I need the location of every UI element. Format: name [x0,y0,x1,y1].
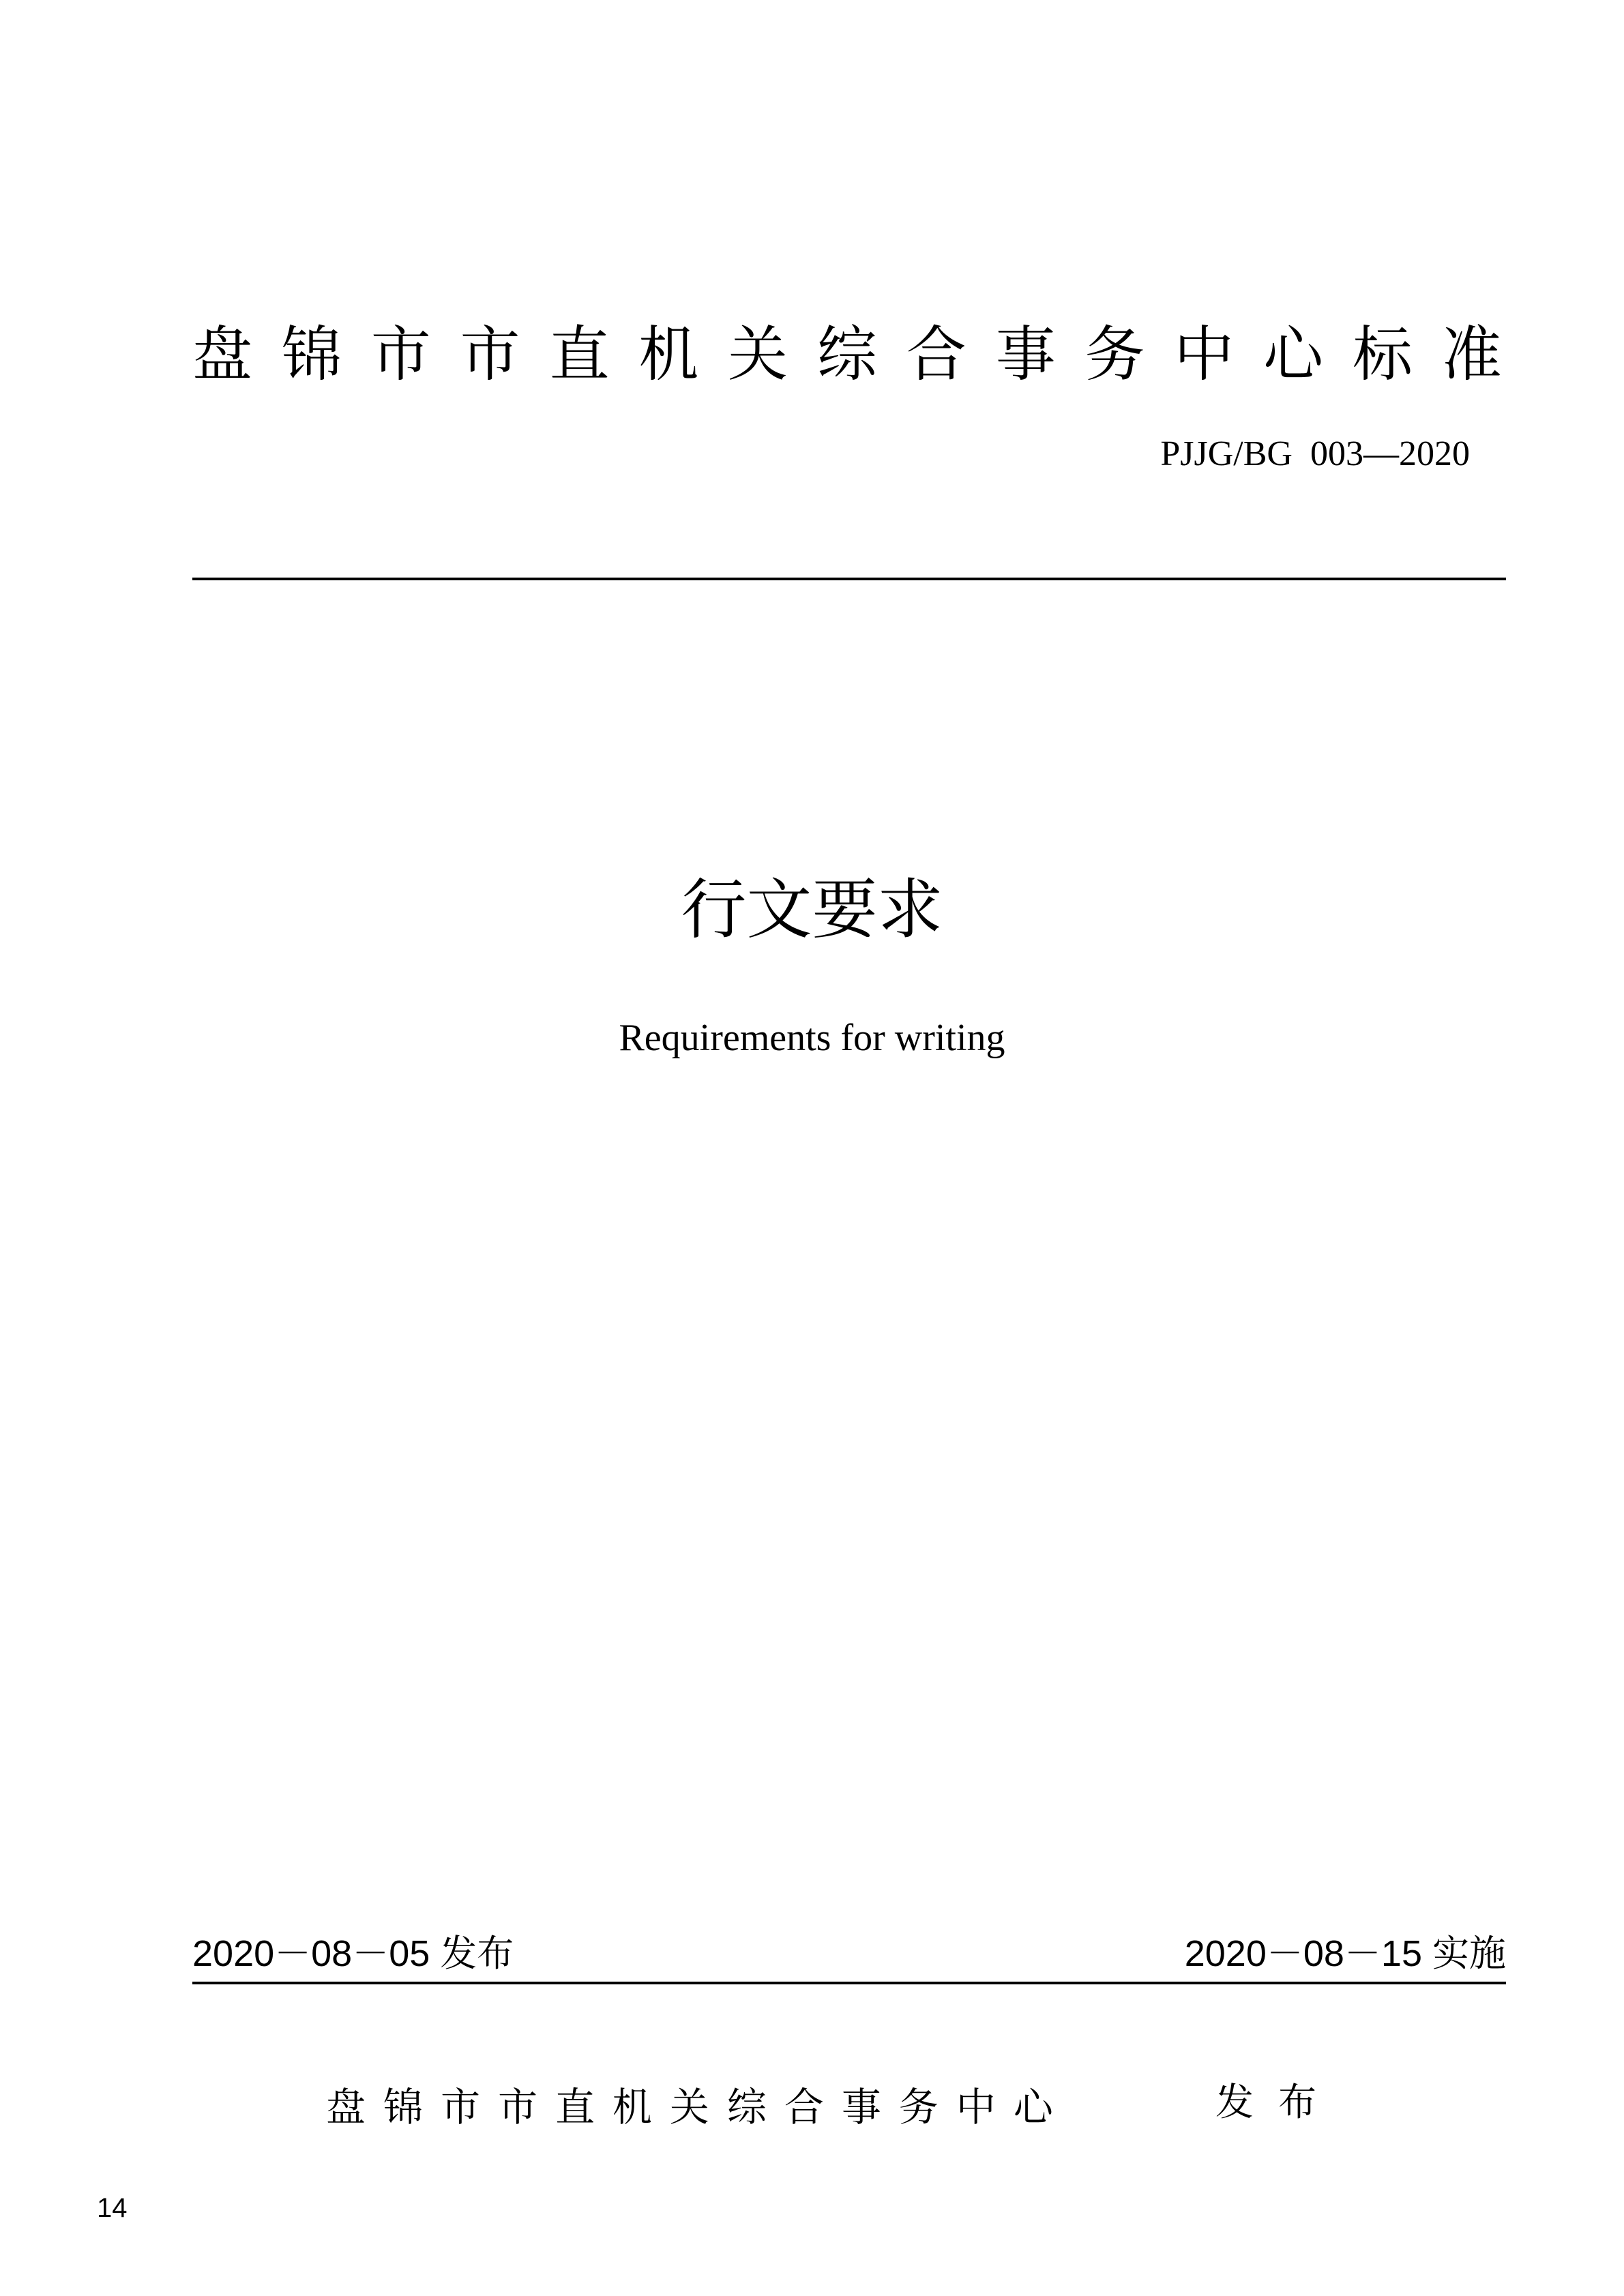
heading-character: 盘 [326,2084,366,2130]
heading-character: 机 [612,2084,652,2130]
page-number: 14 [97,2193,128,2223]
heading-character: 直 [555,2084,595,2130]
heading-character: 市 [497,2084,537,2130]
heading-character: 市 [440,2084,480,2130]
standard-code: PJJG/BG 003—2020 [1160,434,1470,473]
heading-character: 锦 [281,319,342,389]
heading-character: 关 [728,319,788,389]
heading-character: 准 [1441,319,1502,389]
document-subtitle-english: Requirements for writing [619,1017,1005,1059]
standard-organization-heading [192,310,1502,399]
heading-character: 机 [638,319,699,389]
heading-character: 心 [1263,319,1324,389]
heading-character: 综 [726,2084,767,2130]
heading-character: 合 [906,319,966,389]
heading-character: 事 [995,319,1056,389]
heading-character: 合 [784,2084,824,2130]
issuing-organization [326,2084,1053,2130]
heading-character: 市 [460,319,520,389]
issue-date: 2020－08－05 发布 [192,1933,514,1974]
heading-character: 中 [1174,319,1235,389]
heading-character: 务 [1084,319,1145,389]
heading-character: 务 [898,2084,939,2130]
heading-character: 综 [816,319,877,389]
heading-character: 锦 [383,2084,423,2130]
heading-character: 布 [1278,2081,1316,2125]
heading-character: 事 [841,2084,881,2130]
heading-character: 发 [1215,2081,1254,2125]
heading-character: 市 [370,319,431,389]
heading-character: 标 [1352,319,1413,389]
document-title: 行文要求 [681,871,943,948]
header-divider [192,578,1506,580]
heading-character: 关 [669,2084,709,2130]
heading-character: 中 [956,2084,996,2130]
heading-character: 心 [1013,2084,1053,2130]
heading-character: 直 [549,319,610,389]
date-divider [192,1982,1506,1984]
issued-label [1215,2081,1316,2125]
heading-character: 盘 [192,319,253,389]
effective-date: 2020－08－15 实施 [1184,1933,1506,1974]
